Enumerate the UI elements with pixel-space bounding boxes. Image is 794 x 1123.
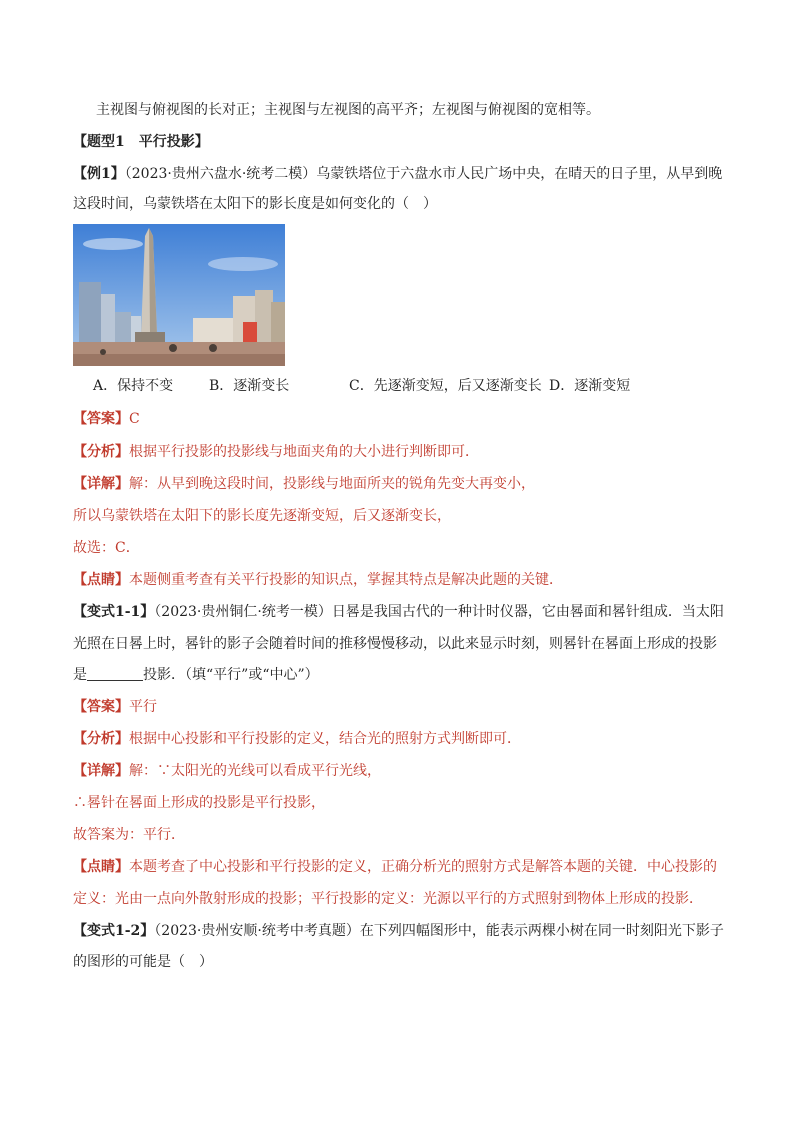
- tower-photo-icon: [73, 224, 285, 366]
- variant1-line3-end: 投影．（填“平行”或“中心”）: [143, 667, 319, 683]
- variant1-comment2: 定义：光由一点向外散射形成的投影；平行投影的定义：光源以平行的方式照射到物体上形成的投影．: [73, 891, 703, 907]
- variant1-detail3: 故答案为：平行．: [73, 827, 185, 843]
- example1-answer: [73, 409, 140, 429]
- detail-tag: 【详解】: [73, 763, 129, 779]
- example1-detail2: 所以乌蒙铁塔在太阳下的影长度先逐渐变短，后又逐渐变长，: [73, 508, 451, 524]
- variant2-line1: [73, 921, 724, 941]
- variant2-line2: 的图形的可能是（ ）: [73, 954, 213, 970]
- answer-value: 平行: [129, 699, 157, 715]
- comment-tag: 【点睛】: [73, 572, 129, 588]
- example1-line2: 这段时间，乌蒙铁塔在太阳下的影长度是如何变化的（ ）: [73, 196, 437, 212]
- example1-tag: 【例1】: [73, 166, 125, 182]
- option-b: B．逐渐变长: [209, 378, 290, 394]
- variant2-question-part1: （2023·贵州安顺·统考中考真题）在下列四幅图形中，能表示两棵小树在同一时刻阳光下影子: [154, 923, 724, 939]
- tower-photo: [73, 224, 285, 366]
- comment-text: 本题考查了中心投影和平行投影的定义，正确分析光的照射方式是解答本题的关键．中心投影的: [129, 859, 717, 875]
- option-a: A．保持不变: [93, 378, 174, 394]
- example1-detail1: [73, 474, 535, 494]
- comment-text: 本题侧重考查有关平行投影的知识点，掌握其特点是解决此题的关键．: [129, 572, 563, 588]
- variant1-line3-start: 是: [73, 667, 87, 683]
- example1-analysis: [73, 442, 479, 462]
- variant1-line3: [73, 665, 319, 685]
- fill-blank: [87, 666, 143, 681]
- variant2-tag: 【变式1-2】: [73, 923, 155, 939]
- option-d: D．逐渐变短: [549, 378, 631, 394]
- analysis-text: 根据平行投影的投影线与地面夹角的大小进行判断即可．: [129, 444, 479, 460]
- variant1-detail2: ∴晷针在晷面上形成的投影是平行投影，: [73, 795, 325, 811]
- example1-detail3: 故选：C．: [73, 540, 140, 556]
- example1-line1: [73, 164, 722, 184]
- variant1-analysis: [73, 729, 521, 749]
- example1-comment: [73, 570, 563, 590]
- variant1-detail1: [73, 761, 381, 781]
- variant1-question-part1: （2023·贵州铜仁·统考一模）日晷是我国古代的一种计时仪器，它由晷面和晷针组成．当太阳: [154, 604, 724, 620]
- option-c: C．先逐渐变短，后又逐渐变长: [349, 378, 542, 394]
- analysis-tag: 【分析】: [73, 444, 129, 460]
- detail-text: 解：从早到晚这段时间，投影线与地面所夹的锐角先变大再变小，: [129, 476, 535, 492]
- variant1-comment1: [73, 857, 717, 877]
- comment-tag: 【点睛】: [73, 859, 129, 875]
- detail-text: 解：∵太阳光的光线可以看成平行光线，: [129, 763, 381, 779]
- section-heading: 【题型1 平行投影】: [73, 134, 209, 150]
- analysis-text: 根据中心投影和平行投影的定义，结合光的照射方式判断即可．: [129, 731, 521, 747]
- answer-value: C: [129, 411, 140, 427]
- example1-question-part1: （2023·贵州六盘水·统考二模）乌蒙铁塔位于六盘水市人民广场中央，在晴天的日子里，从早到晚: [124, 166, 723, 182]
- variant1-answer: [73, 697, 157, 717]
- analysis-tag: 【分析】: [73, 731, 129, 747]
- variant1-line1: [73, 602, 724, 622]
- answer-tag: 【答案】: [73, 411, 129, 427]
- variant1-line2: 光照在日晷上时，晷针的影子会随着时间的推移慢慢移动，以此来显示时刻，则晷针在晷面上形成的投影: [73, 636, 717, 652]
- detail-tag: 【详解】: [73, 476, 129, 492]
- answer-tag: 【答案】: [73, 699, 129, 715]
- intro-text: 主视图与俯视图的长对正；主视图与左视图的高平齐；左视图与俯视图的宽相等。: [96, 102, 600, 118]
- variant1-tag: 【变式1-1】: [73, 604, 155, 620]
